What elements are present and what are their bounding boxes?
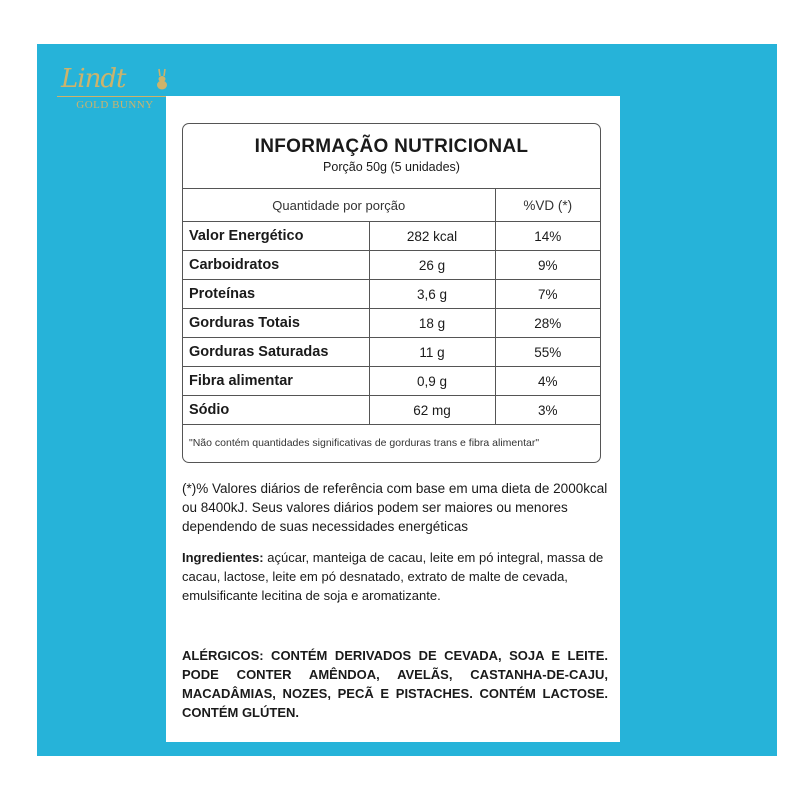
table-row — [183, 396, 600, 425]
nutrient-name: Sódio — [183, 396, 369, 425]
nutrient-name: Gorduras Totais — [183, 309, 369, 338]
nutrient-name: Carboidratos — [183, 251, 369, 280]
nutrient-amount: 0,9 g — [369, 367, 495, 396]
header-amount: Quantidade por porção — [183, 189, 495, 222]
trans-fat-footnote: "Não contém quantidades significativas de gorduras trans e fibra alimentar" — [183, 425, 600, 461]
nutrition-facts-box — [182, 123, 601, 463]
nutrient-amount: 11 g — [369, 338, 495, 367]
brand-subtitle: GOLD BUNNY — [76, 99, 154, 111]
table-row — [183, 367, 600, 396]
brand-logo — [55, 66, 175, 111]
nutrient-daily-value: 28% — [495, 309, 600, 338]
table-row — [183, 309, 600, 338]
table-header-row — [183, 189, 600, 222]
table-row — [183, 280, 600, 309]
nutrient-daily-value: 55% — [495, 338, 600, 367]
allergens-warning: ALÉRGICOS: CONTÉM DERIVADOS DE CEVADA, SOJA E LEITE. PODE CONTER AMÊNDOA, AVELÃS, CASTANHA-DE-CAJU, MACADÂMIAS, NOZES, PECÃ E PISTACHES. CONTÉM LACTOSE. CONTÉM GLÚTEN. — [182, 648, 608, 720]
nutrient-amount: 282 kcal — [369, 222, 495, 251]
nutrient-name: Fibra alimentar — [183, 367, 369, 396]
nutrient-amount: 18 g — [369, 309, 495, 338]
table-row — [183, 338, 600, 367]
table-footnote-row — [183, 425, 600, 461]
logo-divider — [57, 96, 173, 97]
ingredients-section — [182, 548, 608, 605]
nutrition-table — [183, 188, 600, 461]
header-daily-value: %VD (*) — [495, 189, 600, 222]
nutrition-title: INFORMAÇÃO NUTRICIONAL — [254, 136, 529, 157]
nutrient-amount: 26 g — [369, 251, 495, 280]
nutrient-name: Valor Energético — [183, 222, 369, 251]
nutrient-daily-value: 7% — [495, 280, 600, 309]
nutrient-daily-value: 14% — [495, 222, 600, 251]
bunny-icon — [155, 68, 169, 90]
nutrient-daily-value: 4% — [495, 367, 600, 396]
daily-value-note: (*)% Valores diários de referência com base em uma dieta de 2000kcal ou 8400kJ. Seus valores diários podem ser maiores ou menores dependendo de suas necessidades energéticas — [182, 481, 608, 534]
table-row — [183, 222, 600, 251]
nutrient-name: Proteínas — [183, 280, 369, 309]
ingredients-text: açúcar, manteiga de cacau, leite em pó integral, massa de cacau, lactose, leite em pó desnatado, extrato de malte de cevada, emulsificante lecitina de soja e aromatizante. — [182, 550, 604, 603]
portion-size: Porção 50g (5 unidades) — [323, 160, 460, 174]
nutrient-amount: 3,6 g — [369, 280, 495, 309]
nutrient-name: Gorduras Saturadas — [183, 338, 369, 367]
nutrient-daily-value: 3% — [495, 396, 600, 425]
brand-name: Lindt — [61, 64, 126, 94]
label-card — [166, 96, 620, 742]
ingredients-label: Ingredientes: — [182, 550, 264, 565]
nutrient-amount: 62 mg — [369, 396, 495, 425]
nutrient-daily-value: 9% — [495, 251, 600, 280]
table-row — [183, 251, 600, 280]
